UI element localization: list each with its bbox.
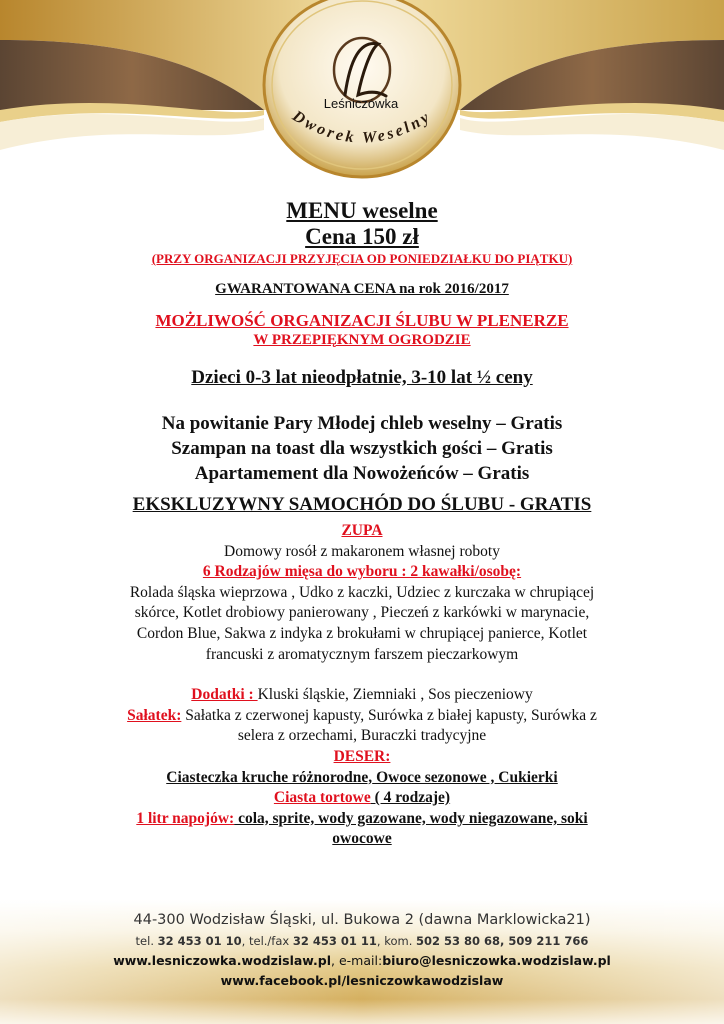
weekday-note: (PRZY ORGANIZACJI PRZYJĘCIA OD PONIEDZIAŁKU DO PIĄTKU) — [151, 251, 573, 266]
footer-web — [0, 953, 724, 968]
sides-text: Kluski śląskie, Ziemniaki , Sos pieczeniowy — [257, 686, 533, 704]
menu-price: Cena 150 zł — [305, 224, 419, 249]
sides-row — [0, 685, 724, 706]
fax-label: , tel./fax — [241, 934, 293, 948]
freebie-bread: Na powitanie Pary Młodej chleb weselny – Gratis — [161, 413, 563, 434]
drinks-text: cola, sprite, wody gazowane, wody niegazowane, soki — [234, 809, 588, 827]
email-label: , e-mail: — [331, 953, 383, 968]
footer-phones — [0, 934, 724, 948]
svg-text:Dworek Weselny — [288, 107, 434, 147]
footer-facebook[interactable]: www.facebook.pl/lesniczowkawodzislaw — [220, 973, 504, 988]
meat-line: Cordon Blue, Sakwa z indyka z brokułami w chrupiącej panierce, Kotlet — [136, 624, 588, 642]
meat-line: skórce, Kotlet drobiowy panierowany , Pieczeń z karkówki w marynacie, — [134, 604, 590, 622]
drinks-label: 1 litr napojów: — [136, 809, 235, 827]
meat-line: francuski z aromatycznym farszem pieczarkowym — [205, 645, 519, 663]
cake-label: Ciasta tortowe — [273, 789, 371, 807]
soup-text: Domowy rosół z makaronem własnej roboty — [224, 542, 500, 560]
meat-label: 6 Rodzajów mięsa do wyboru : 2 kawałki/osobę: — [202, 563, 522, 581]
drinks-text-2: owocowe — [332, 830, 392, 848]
soup-label: ZUPA — [341, 522, 383, 539]
freebie-apartment: Apartamement dla Nowożeńców – Gratis — [194, 463, 530, 484]
mobile-label: , kom. — [376, 934, 417, 948]
freebie-car: EKSKLUZYWNY SAMOCHÓD DO ŚLUBU - GRATIS — [132, 494, 592, 515]
freebie-champagne: Szampan na toast dla wszystkich gości – Gratis — [171, 438, 553, 459]
dessert-fruits: Owoce sezonowe , Cukierki — [372, 768, 558, 786]
salads-label: Sałatek: — [127, 706, 182, 724]
salads-text-2: selera z orzechami, Buraczki tradycyjne — [237, 727, 487, 745]
sides-label: Dodatki : — [191, 686, 258, 704]
logo-subtitle-arc — [250, 105, 474, 165]
dessert-row — [0, 768, 724, 789]
meat-line: Rolada śląska wieprzowa , Udko z kaczki, Udziec z kurczaka w chrupiącej — [129, 583, 595, 601]
mobile-numbers[interactable]: 502 53 80 68, 509 211 766 — [416, 934, 589, 948]
dessert-label: DESER: — [333, 747, 391, 765]
drinks-row — [0, 809, 724, 830]
salads-text: Sałatka z czerwonej kapusty, Surówka z białej kapusty, Surówka z — [181, 706, 597, 724]
email-link[interactable]: biuro@lesniczowka.wodzislaw.pl — [382, 953, 611, 968]
tel-number[interactable]: 32 453 01 10 — [157, 934, 242, 948]
guaranteed-price: GWARANTOWANA CENA na rok 2016/2017 — [215, 281, 509, 297]
cake-note: ( 4 rodzaje) — [370, 789, 451, 807]
salads-row — [0, 706, 724, 727]
tel-label: tel. — [135, 934, 158, 948]
website-link[interactable]: www.lesniczowka.wodzislaw.pl — [113, 953, 332, 968]
cake-row — [0, 788, 724, 809]
dessert-cookies: Ciasteczka kruche różnorodne, — [166, 768, 373, 786]
menu-courses — [0, 521, 724, 850]
outdoor-wedding-line2: W PRZEPIĘKNYM OGRODZIE — [253, 332, 471, 348]
logo-subtitle: Dworek Weselny — [289, 107, 435, 147]
fax-number[interactable]: 32 453 01 11 — [292, 934, 377, 948]
logo-name: Leśniczówka — [323, 96, 399, 111]
menu-title: MENU weselne — [286, 198, 438, 223]
outdoor-wedding-line1: MOŻLIWOŚĆ ORGANIZACJI ŚLUBU W PLENERZE — [155, 311, 569, 330]
footer-address: 44-300 Wodzisław Śląski, ul. Bukowa 2 (dawna Marklowicka21) — [133, 912, 591, 928]
children-pricing: Dzieci 0-3 lat nieodpłatnie, 3-10 lat ½ ceny — [191, 367, 533, 388]
menu-content — [0, 196, 724, 850]
